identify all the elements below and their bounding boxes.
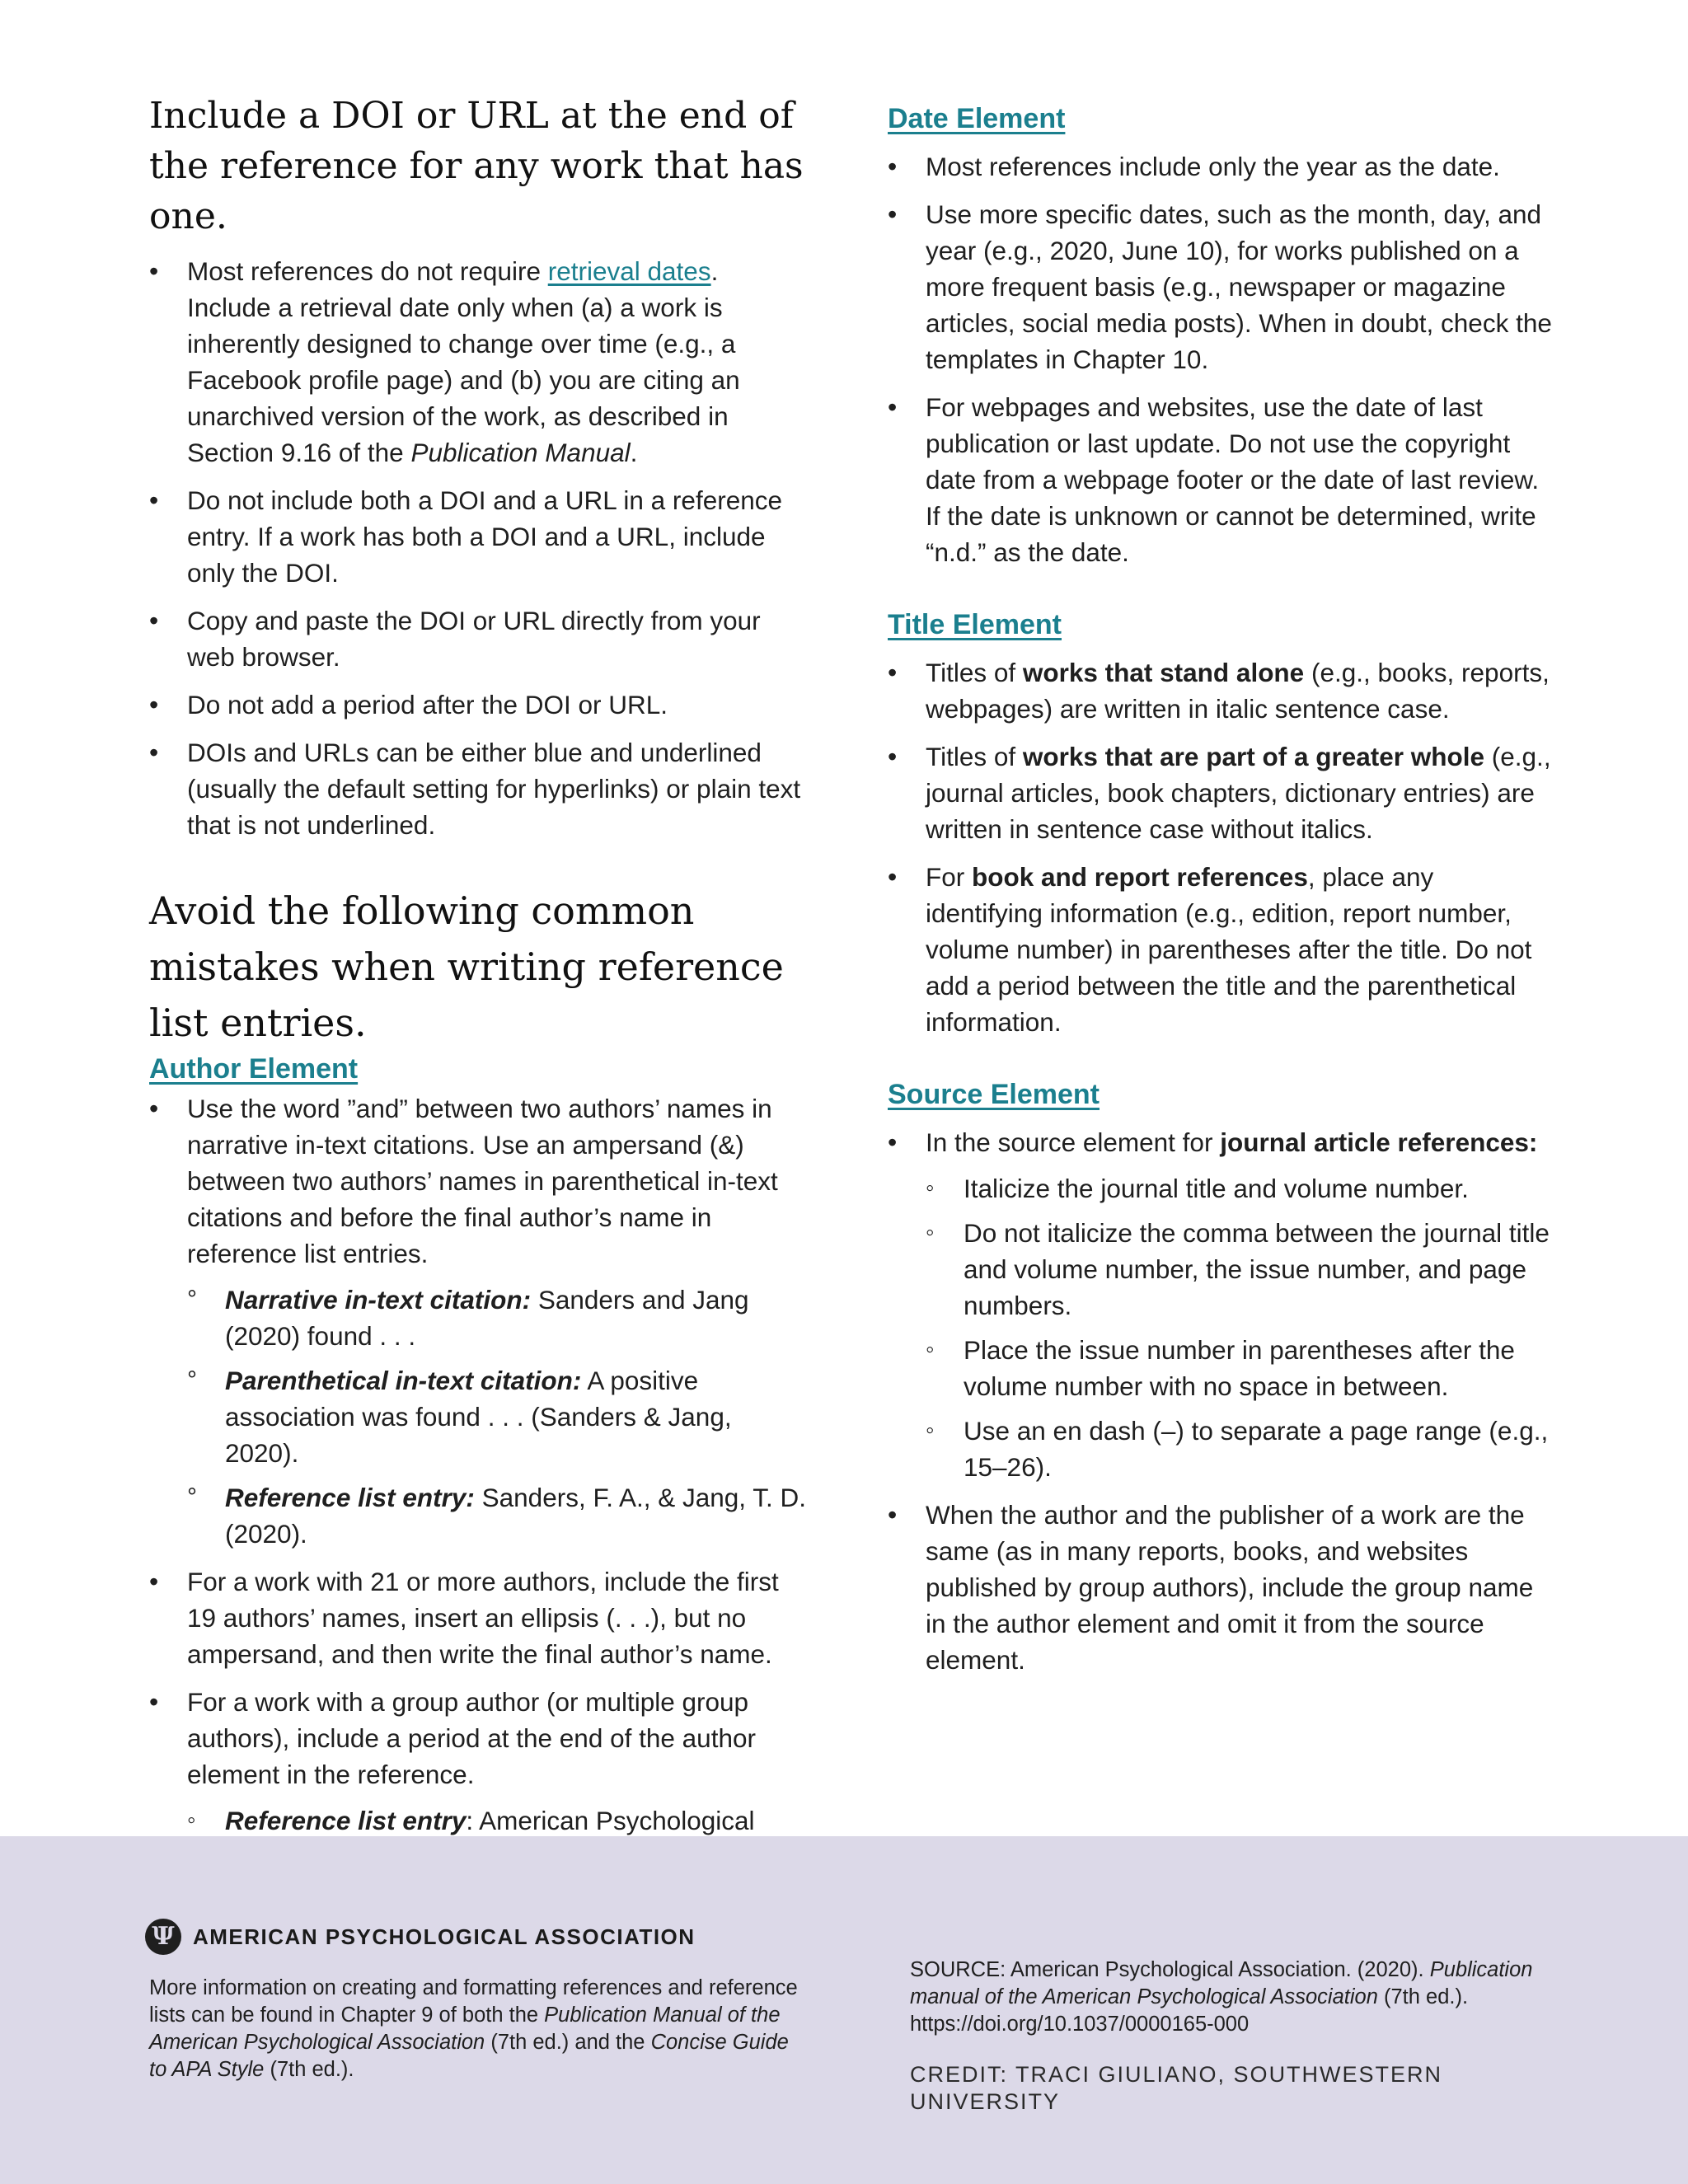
text: Titles of <box>926 658 1023 687</box>
text: Publication Manual of the American Psychological Association <box>149 2004 781 2054</box>
list-item: ◦ Use an en dash (–) to separate a page range (e.g., 15–26). <box>926 1413 1555 1485</box>
text: (e.g., journal articles, book chapters, dictionary entries) are written in sentence case without italics. <box>926 742 1551 844</box>
list-item <box>149 253 809 471</box>
text: For a work with a group author (or multiple group authors), include a period at the end of the author element in the reference. <box>187 1687 756 1789</box>
text: A positive association was found . . . (Sanders & Jang, 2020). <box>225 1366 732 1468</box>
text: Reference list entry <box>225 1806 467 1835</box>
author-example-list <box>187 1282 809 1552</box>
text: Parenthetical in-text citation: <box>225 1366 582 1395</box>
source-bullet-list <box>888 1124 1555 1678</box>
list-item <box>187 1479 809 1552</box>
list-item: ◦ Italicize the journal title and volume number. <box>926 1170 1555 1207</box>
text: works that stand alone <box>1022 658 1305 687</box>
text: book and report references <box>972 862 1308 892</box>
list-item <box>888 654 1555 727</box>
title-bullet-list <box>888 654 1555 1040</box>
apa-logo <box>145 1919 696 1955</box>
source-text <box>910 1957 1569 2038</box>
list-item <box>888 859 1555 1040</box>
list-item <box>187 1282 809 1354</box>
date-bullet-list <box>888 148 1555 570</box>
text: Publication Manual <box>410 438 631 467</box>
list-item <box>187 1362 809 1471</box>
list-item: • Copy and paste the DOI or URL directly from your web browser. <box>149 602 809 675</box>
list-item <box>888 738 1555 847</box>
text: , place any identifying information (e.g., edition, report number, volume number) in parentheses after the title. Do not add a period between the title and the parenthetical information. <box>926 862 1532 1037</box>
text: In the source element for <box>926 1127 1221 1157</box>
text: Publication manual of the American Psychological Association <box>910 1958 1533 2008</box>
author-element-heading[interactable]: Author Element <box>149 1053 359 1085</box>
text: journal article references: <box>1220 1127 1538 1157</box>
text: works that are part of a greater whole <box>1022 742 1485 771</box>
text: Sanders and Jang (2020) found . . . <box>225 1285 749 1351</box>
author-bullet-list <box>149 1090 809 1875</box>
text: (7th ed.). https://doi.org/10.1037/0000165-000 <box>910 1985 1469 2036</box>
list-item: • When the author and the publisher of a work are the same (as in many reports, books, and websites published by group authors), include the group name in the author element and omit it from the source element. <box>888 1497 1555 1678</box>
list-item <box>149 1090 809 1552</box>
text: Titles of <box>926 742 1023 771</box>
text: SOURCE: American Psychological Association. (2020). <box>910 1958 1430 1981</box>
credit-line: CREDIT: TRACI GIULIANO, SOUTHWESTERN UNIVERSITY <box>910 2062 1443 2114</box>
right-column <box>888 101 1555 1678</box>
source-element-heading[interactable]: Source Element <box>888 1079 1100 1110</box>
text: Most references do not require <box>187 256 548 286</box>
retrieval-dates-link[interactable]: retrieval dates <box>547 256 711 286</box>
journal-rules-list <box>926 1170 1555 1485</box>
list-item <box>888 1124 1555 1485</box>
list-item: • Do not include both a DOI and a URL in a reference entry. If a work has both a DOI and a URL, include only the DOI. <box>149 482 809 591</box>
left-column <box>149 91 809 1875</box>
text: (7th ed.). <box>264 2058 354 2081</box>
source-citation <box>910 1957 1569 2116</box>
list-item: • Use more specific dates, such as the month, day, and year (e.g., 2020, June 10), for works published on a more frequent basis (e.g., newspaper or magazine articles, social media posts). When in doubt, check the templates in Chapter 10. <box>888 196 1555 377</box>
text: : American Psychological <box>466 1806 755 1835</box>
list-item: • Do not add a period after the DOI or URL. <box>149 687 809 723</box>
text: Reference list entry: <box>225 1483 475 1512</box>
footer <box>0 1836 1688 2184</box>
text: More information on creating and formatting references and reference lists can be found in Chapter 9 of both the <box>149 1976 798 2027</box>
doi-bullet-list <box>149 253 809 843</box>
text: . <box>630 438 638 467</box>
text: . Include a retrieval date only when (a) a work is inherently designed to change over time (e.g., a Facebook profile page) and (b) you are citing an unarchived version of the work, as described in Section 9.16 of the <box>187 256 740 467</box>
text: Use the word ”and” between two authors’ names in narrative in-text citations. Use an ampersand (&) between two authors’ names in parenthetical in-text citations and before the final author’s name in reference list entries. <box>187 1094 778 1268</box>
text: (7th ed.) and the <box>485 2031 651 2054</box>
list-item: • Most references include only the year as the date. <box>888 148 1555 185</box>
text: Concise Guide to APA Style <box>149 2031 789 2081</box>
text: (e.g., books, reports, webpages) are written in italic sentence case. <box>926 658 1550 724</box>
date-element-heading[interactable]: Date Element <box>888 103 1066 134</box>
list-item: ◦ Place the issue number in parentheses after the volume number with no space in between. <box>926 1332 1555 1404</box>
mistakes-heading: Avoid the following common mistakes when writing reference list entries. <box>149 888 784 1045</box>
list-item: • For a work with 21 or more authors, include the first 19 authors’ names, insert an ellipsis (. . .), but no ampersand, and then write the final author’s name. <box>149 1563 809 1672</box>
text: For <box>926 862 973 892</box>
list-item: ◦ Do not italicize the comma between the journal title and volume number, the issue number, and page numbers. <box>926 1215 1555 1324</box>
text: Sanders, F. A., & Jang, T. D. (2020). <box>225 1483 806 1549</box>
more-info-text <box>149 1975 800 2083</box>
text: Narrative in-text citation: <box>225 1285 532 1315</box>
title-element-heading[interactable]: Title Element <box>888 609 1062 640</box>
doi-heading: Include a DOI or URL at the end of the reference for any work that has one. <box>149 95 804 237</box>
psi-logo-icon: Ψ <box>145 1919 181 1955</box>
org-name: AMERICAN PSYCHOLOGICAL ASSOCIATION <box>193 1924 696 1949</box>
list-item: • DOIs and URLs can be either blue and underlined (usually the default setting for hyperlinks) or plain text that is not underlined. <box>149 734 809 843</box>
list-item: • For webpages and websites, use the date of last publication or last update. Do not use the copyright date from a webpage footer or the date of last review. If the date is unknown or cannot be determined, write “n.d.” as the date. <box>888 389 1555 570</box>
